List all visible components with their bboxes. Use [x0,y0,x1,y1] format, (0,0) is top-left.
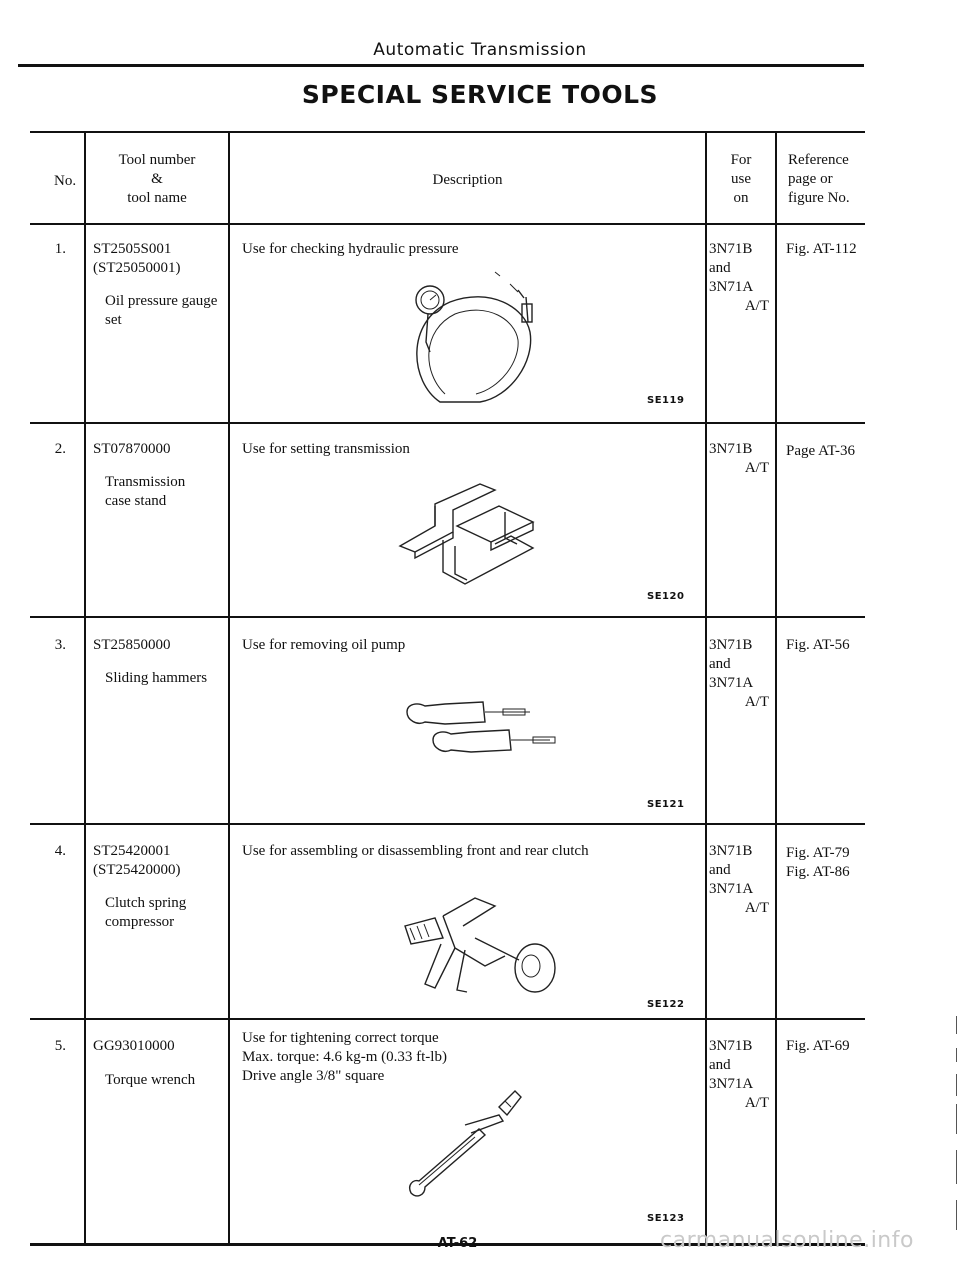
applicable-model-line: A/T [744,900,769,916]
row-divider [30,1018,865,1020]
tool-name: set [105,312,122,328]
tool-name: Clutch spring [105,895,187,911]
row-divider [30,422,865,424]
column-header-reference-line: page or [788,171,833,187]
column-header-for-use-line: use [731,171,751,187]
tool-description-line: Use for tightening correct torque [242,1030,439,1046]
applicable-model-line: A/T [744,694,769,710]
row-divider [30,823,865,825]
tool-number-alt: (ST25050001) [93,260,181,276]
row-divider [30,616,865,618]
column-header-for-use-on [707,151,775,208]
transmission-case-stand-illustration [395,476,545,591]
tool-description-line: Drive angle 3/8" square [242,1068,385,1084]
applicable-model-line: 3N71B [709,441,753,457]
tool-number-alt: (ST25420000) [93,862,181,878]
figure-code: SE122 [647,999,685,1010]
applicable-model-line: A/T [744,1095,769,1111]
scan-margin-mark [956,1104,957,1134]
tool-number: ST07870000 [93,441,171,457]
tool-name: compressor [105,914,175,930]
applicable-model-line: 3N71B [709,241,753,257]
tool-description: Use for assembling or disassembling front and rear clutch [242,843,589,859]
row-number: 3. [54,637,66,653]
tool-name: Oil pressure gauge [105,293,218,309]
tool-name: case stand [105,493,167,509]
tool-number: ST25850000 [93,637,171,653]
figure-code: SE123 [647,1213,685,1224]
applicable-model-line: 3N71B [709,843,753,859]
applicable-model-line: and [709,656,731,672]
column-header-tool-line: & [151,171,163,187]
reference: Fig. AT-69 [786,1038,850,1054]
table-top-rule [30,131,865,133]
applicable-model [709,440,769,478]
figure-code: SE119 [647,395,685,406]
row-number: 2. [54,441,66,457]
figure-code: SE120 [647,591,685,602]
row-number: 5. [54,1038,66,1054]
torque-wrench-illustration [405,1085,525,1200]
tool-description [242,1029,447,1086]
column-header-reference [788,151,850,208]
column-header-no: No. [54,173,77,189]
applicable-model [709,636,769,712]
applicable-model-line: 3N71A [709,1076,754,1092]
applicable-model-line: 3N71A [709,279,754,295]
scan-margin-mark [956,1016,957,1034]
column-header-for-use-line: on [733,190,749,206]
applicable-model-line: 3N71B [709,637,753,653]
reference: Fig. AT-79 [786,845,850,861]
section-title: Automatic Transmission [373,40,587,60]
tool-description: Use for setting transmission [242,441,410,457]
tool-name: Sliding hammers [105,670,208,686]
tool-number: GG93010000 [93,1038,175,1054]
page-title: SPECIAL SERVICE TOOLS [301,80,659,109]
column-divider [775,131,777,1244]
header-bottom-rule [30,223,865,225]
applicable-model-line: 3N71A [709,675,754,691]
applicable-model [709,842,769,918]
row-number: 4. [54,843,66,859]
applicable-model-line: and [709,260,731,276]
reference: Fig. AT-56 [786,637,850,653]
applicable-model-line: A/T [744,298,769,314]
tool-description: Use for checking hydraulic pressure [242,241,459,257]
tool-description-line: Max. torque: 4.6 kg-m (0.33 ft-lb) [242,1049,447,1065]
applicable-model-line: and [709,1057,731,1073]
column-divider [84,131,86,1244]
column-header-tool-line: Tool number [118,152,196,168]
figure-code: SE121 [647,799,685,810]
row-number: 1. [54,241,66,257]
applicable-model-line: A/T [744,460,769,476]
column-header-description: Description [432,172,503,188]
scan-margin-mark [956,1150,957,1184]
scan-margin-mark [956,1200,957,1230]
tool-description: Use for removing oil pump [242,637,406,653]
tool-number: ST2505S001 [93,241,172,257]
column-header-reference-line: Reference [788,152,849,168]
scan-margin-mark [956,1048,957,1062]
applicable-model [709,1037,769,1113]
column-divider [228,131,230,1244]
watermark: carmanualsonline.info [660,1228,914,1253]
applicable-model-line: and [709,862,731,878]
page-number: AT-62 [437,1236,478,1251]
reference: Page AT-36 [786,443,856,459]
applicable-model-line: 3N71A [709,881,754,897]
tool-name: Torque wrench [105,1072,196,1088]
column-header-for-use-line: For [730,152,752,168]
applicable-model [709,240,769,316]
scan-margin-mark [956,1074,957,1096]
column-header-tool-line: tool name [127,190,187,206]
column-header-reference-line: figure No. [788,190,850,206]
clutch-spring-compressor-illustration [395,878,565,1000]
tool-number: ST25420001 [93,843,171,859]
applicable-model-line: 3N71B [709,1038,753,1054]
sliding-hammers-illustration [405,698,570,758]
tool-name: Transmission [105,474,186,490]
column-divider [705,131,707,1244]
column-header-tool [86,151,228,208]
reference: Fig. AT-112 [786,241,857,257]
reference: Fig. AT-86 [786,864,850,880]
oil-pressure-gauge-illustration [400,262,560,412]
